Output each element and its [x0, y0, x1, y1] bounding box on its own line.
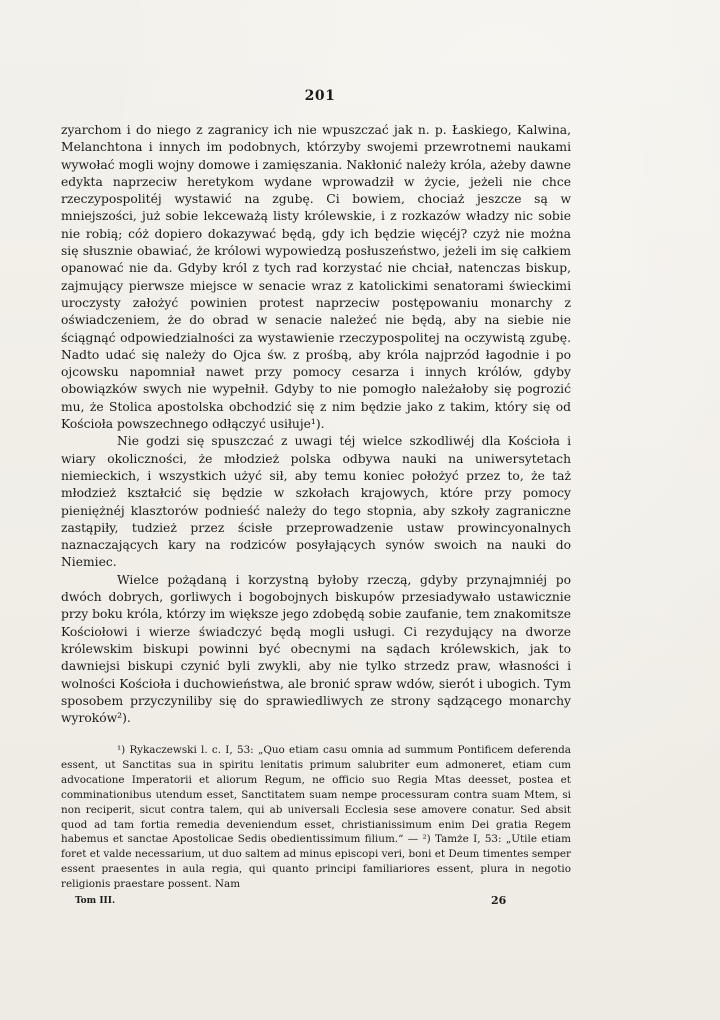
footnotes [61, 743, 571, 892]
volume-label: Tom III. [75, 896, 116, 906]
paragraph-3: Wielce pożądaną i korzystną byłoby rzeczą, gdyby przynajmniéj po dwóch dobrych, gorliwych i bogobojnych biskupów przesiadywało ustawicznie przy boku króla, którzy im większe jego zdobędą sobie zaufanie, tem znakomitsze Kościołowi i wierze świadczyć będą mogli usługi. Ci rezydujący na dworze królewskim biskupi powinni być obecnymi na sądach królewskich, jak to dawniejsi biskupi czynić byli zwykli, aby nie tylko strzedz praw, własności i wolności Kościoła i duchowieństwa, ale bronić spraw wdów, sierót i ubogich. Tym sposobem przyczyniliby się do sprawiedliwych ze strony sądzącego monarchy wyroków²). [61, 572, 571, 726]
footnote-text: ¹) Rykaczewski l. c. I, 53: „Quo etiam casu omnia ad summum Pontificem deferenda essent, ut Sanctitas sua in spiritu lenitatis primum salubriter eum admoneret, etiam cum advocatione Imperatorii et aliorum Regum, ne officio suo Regia Mtas deesset, postea et comminationibus utendum esset, Sanctitatem suam nempe processuram contra suam Mtem, si non reciperit, sicut contra talem, qui ab universali Ecclesia sese amovere conatur. Sed absit quod ad tam fortia remedia deveniendum esset, christianissimum enim Dei gratia Regem habemus et sanctae Apostolicae Sedis obedientissimum filium.“ — ²) Tamże I, 53: „Utile etiam foret et valde necessarium, ut duo saltem ad minus episcopi veri, boni et Deum timentes semper essent praesentes in aula regia, qui quanto principi familiariores essent, plura in negotio religionis praestare possent. Nam [61, 744, 571, 891]
page-number: 201 [304, 88, 336, 104]
paragraph-1: zyarchom i do niego z zagranicy ich nie wpuszczać jak n. p. Łaskiego, Kalwina, Melanchtona i innych im podobnych, którzyby swojemi przewrotnemi naukami wywołać mogli wojny domowe i zamięszania. Nakłonić należy króla, ażeby dawne edykta naprzeciw heretykom wydane wprowadził w życie, jeżeli nie chce rzeczypospolitéj wystawić na zgubę. Ci bowiem, chociaż jeszcze są w mniejszości, już sobie lekceważą listy królewskie, i z rozkazów władzy nic sobie nie robią; cóż dopiero dokazywać będą, gdy ich będzie więcéj? czyż nie można się słusznie obawiać, że królowi wypowiedzą posłuszeństwo, jeżeli im się całkiem opanować nie da. Gdyby król z tych rad korzystać nie chciał, natenczas biskup, zajmujący pierwsze miejsce w senacie wraz z katolickimi senatorami świeckimi uroczysty założyć powinien protest naprzeciw postępowaniu monarchy z oświadczeniem, że do obrad w senacie należeć nie będą, aby na siebie nie ściągnąć odpowiedzialności za wystawienie rzeczypospolitej na oczywistą zgubę. Nadto udać się należy do Ojca św. z prośbą, aby króla najprzód łagodnie i po ojcowsku napomniał nawet przy pomocy cesarza i innych królów, gdyby obowiązków swych nie wypełnił. Gdyby to nie pomogło należałoby się pogrozić mu, że Stolica apostolska obchodzić się z nim będzie jako z takim, który się od Kościoła powszechnego odłączyć usiłuje¹). [61, 123, 571, 432]
body-text [61, 122, 571, 727]
signature-mark: 26 [491, 894, 507, 907]
paragraph-2: Nie godzi się spuszczać z uwagi téj wielce szkodliwéj dla Kościoła i wiary okoliczności, że młodzież polska odbywa nauki na uniwersytetach niemieckich, i wszystkich użyć sił, aby temu koniec położyć przez to, że taż młodzież kształcić się będzie w szkołach krajowych, które przy pomocy pieniężnéj klasztorów podnieść należy do tego stopnia, aby szkoły zagraniczne zastąpiły, tudzież przez ścisłe przeprowadzenie ustaw prowincyonalnych naznaczających kary na rodziców posyłających synów swoich na nauki do Niemiec. [61, 434, 571, 570]
